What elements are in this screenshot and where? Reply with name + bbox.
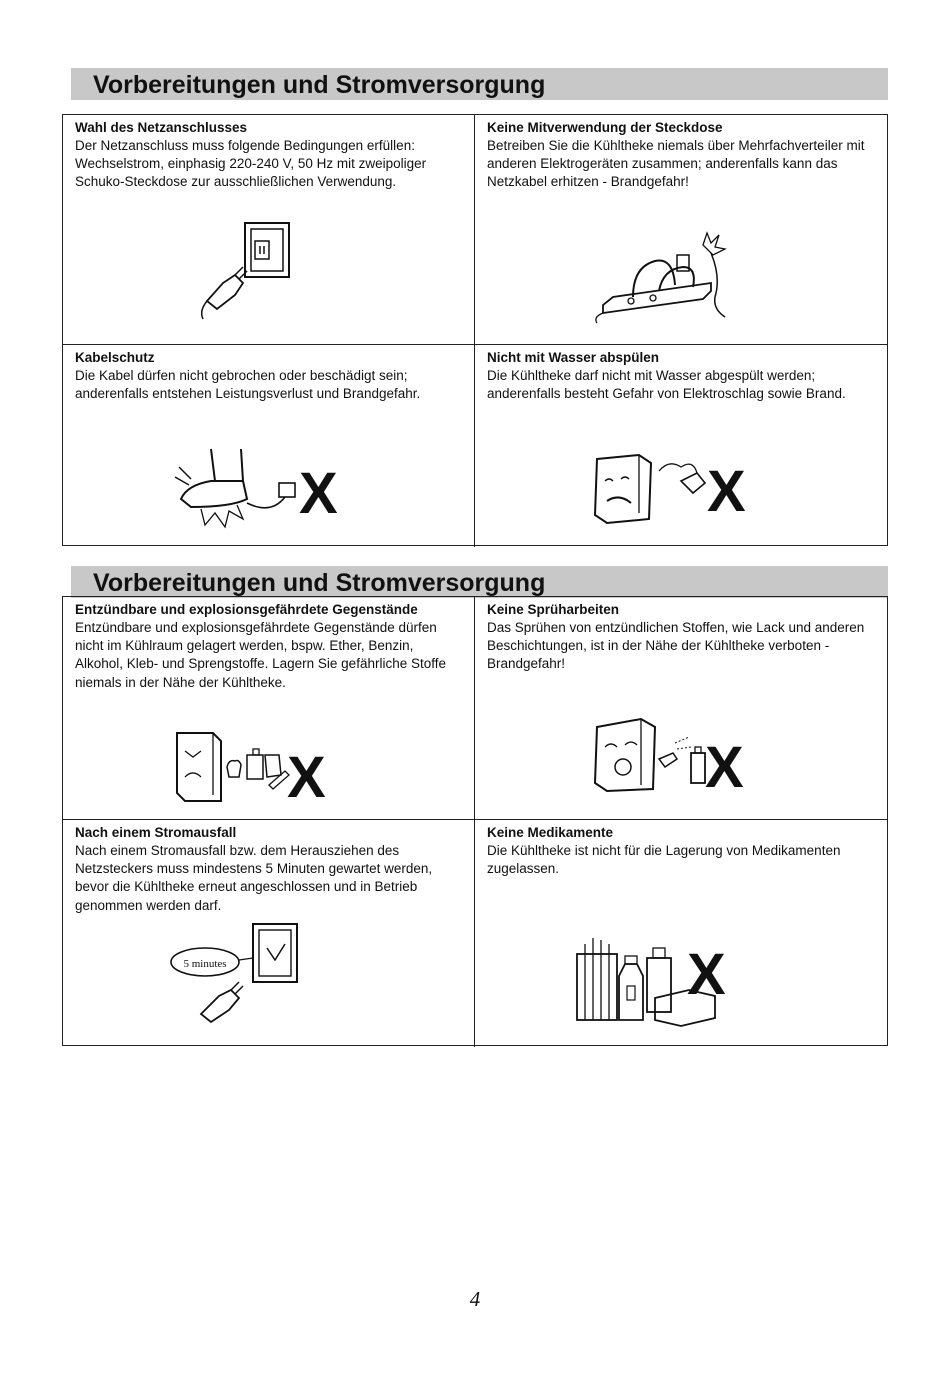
prohibited-mark: X xyxy=(287,745,326,803)
cell-kabelschutz xyxy=(63,345,475,547)
cell-body: Die Kühltheke darf nicht mit Wasser abgespült werden; anderenfalls besteht Gefahr von Elektroschlag sowie Brand. xyxy=(487,368,846,402)
cell-body: Die Kabel dürfen nicht gebrochen oder beschädigt sein; anderenfalls entstehen Leistungsverlust und Brandgefahr. xyxy=(75,368,421,402)
prohibited-mark: X xyxy=(299,461,338,526)
water-spray-icon xyxy=(585,453,765,527)
cell-heading: Nach einem Stromausfall xyxy=(75,825,237,840)
cell-steckdose xyxy=(475,115,887,345)
stepped-cable-icon xyxy=(171,441,355,533)
cell-stromausfall xyxy=(63,820,475,1047)
section-2-grid xyxy=(62,596,888,1046)
cell-heading: Keine Medikamente xyxy=(487,825,614,840)
cell-medikamente xyxy=(475,820,887,1047)
wait-timer-icon xyxy=(169,920,309,1024)
cell-heading: Wahl des Netzanschlusses xyxy=(75,120,248,135)
cell-body: Nach einem Stromausfall bzw. dem Herausziehen des Netzsteckers muss mindestens 5 Minuten gewartet werden, bevor die Kühltheke erneut angeschlossen und in Betrieb genommen werden darf. xyxy=(75,843,433,913)
flammable-items-icon xyxy=(173,731,343,803)
spray-can-icon xyxy=(593,713,763,793)
section-1-title: Vorbereitungen und Stromversorgung xyxy=(71,68,888,100)
cell-body: Der Netzanschluss muss folgende Bedingungen erfüllen: Wechselstrom, einphasig 220-240 V, 50 Hz mit zweipoliger Schuko-Steckdose zur ausschließlichen Verwendung. xyxy=(75,138,427,190)
medicine-icon xyxy=(571,924,751,1028)
socket-plug-icon xyxy=(191,219,301,323)
timer-caption: 5 minutes xyxy=(183,958,227,970)
section-2-title: Vorbereitungen und Stromversorgung xyxy=(71,566,888,598)
cell-heading: Keine Mitverwendung der Steckdose xyxy=(487,120,723,135)
prohibited-mark: X xyxy=(687,942,726,1007)
cell-heading: Nicht mit Wasser abspülen xyxy=(487,350,660,365)
cell-spruehen xyxy=(475,597,887,820)
cell-body: Das Sprühen von entzündlichen Stoffen, wie Lack und anderen Beschichtungen, ist in der Nähe der Kühltheke verboten - Brandgefahr! xyxy=(487,620,865,672)
cell-netzanschluss xyxy=(63,115,475,345)
prohibited-mark: X xyxy=(707,459,746,524)
section-1-grid xyxy=(62,114,888,546)
cell-body: Die Kühltheke ist nicht für die Lagerung von Medikamenten zugelassen. xyxy=(487,843,841,877)
cell-body: Entzündbare und explosionsgefährdete Gegenstände dürfen nicht im Kühlraum gelagert werden, bspw. Ether, Benzin, Alkohol, Kleb- und Sprengstoffe. Lagern Sie gefährliche Stoffe niemals in der Nähe der Kühltheke. xyxy=(75,620,446,690)
cell-wasser xyxy=(475,345,887,547)
power-strip-icon xyxy=(593,227,733,327)
cell-heading: Kabelschutz xyxy=(75,350,155,365)
cell-heading: Keine Sprüharbeiten xyxy=(487,602,620,617)
prohibited-mark: X xyxy=(705,735,744,793)
cell-body: Betreiben Sie die Kühltheke niemals über Mehrfachverteiler mit anderen Elektrogeräten zusammen; anderenfalls kann das Netzkabel erhitzen - Brandgefahr! xyxy=(487,138,865,190)
page-number: 4 xyxy=(469,1287,481,1311)
cell-heading: Entzündbare und explosionsgefährdete Gegenstände xyxy=(75,602,418,617)
cell-entzuendbar xyxy=(63,597,475,820)
